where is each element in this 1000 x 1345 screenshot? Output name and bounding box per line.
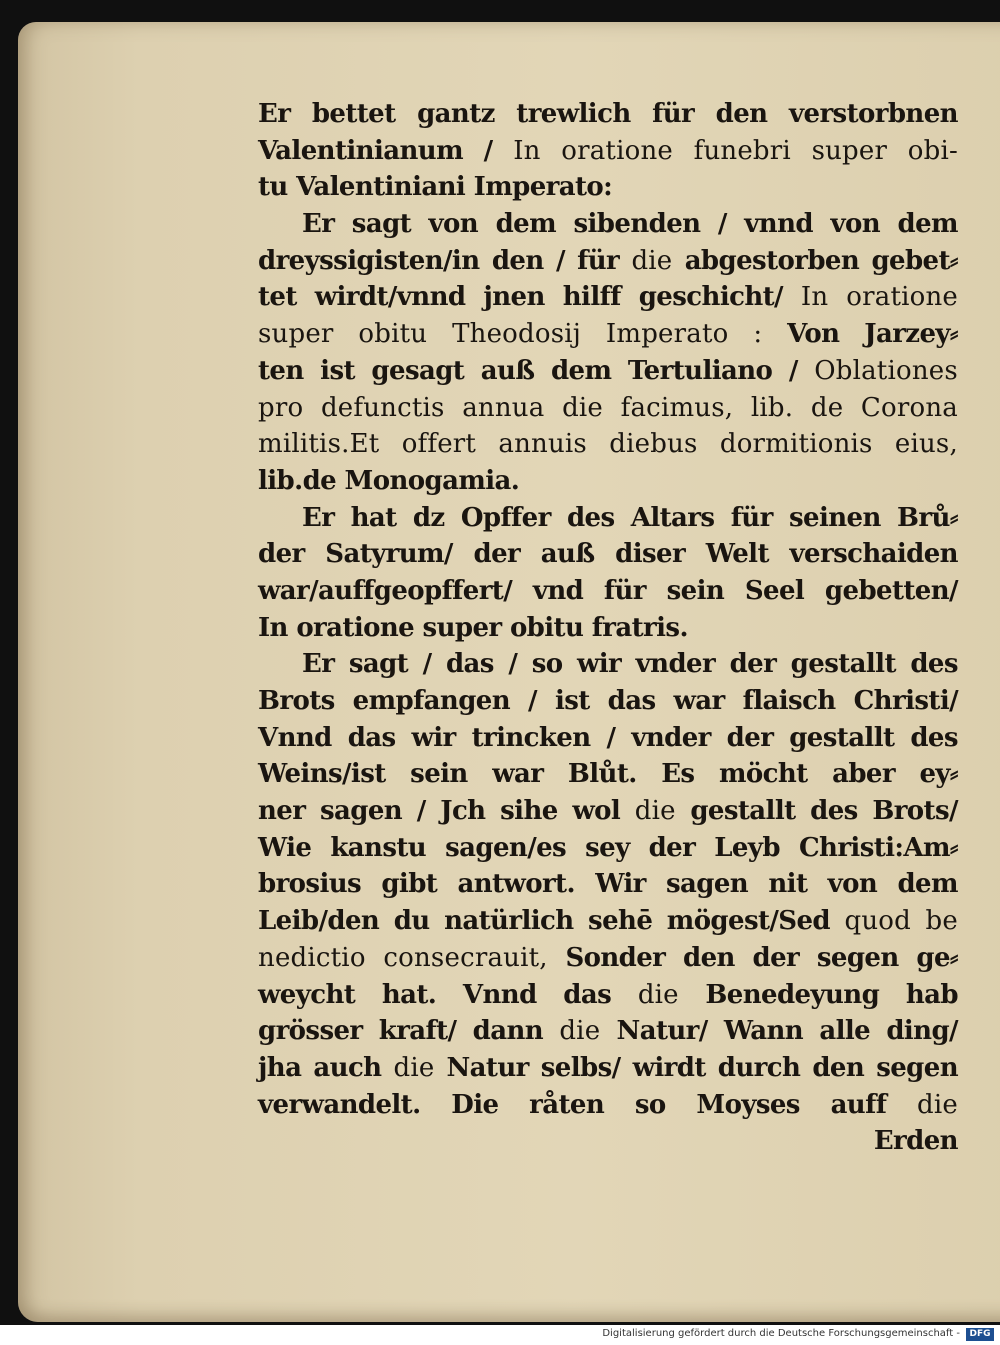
text-line: Brots empfangen / ist das war flaisch Christi/ xyxy=(258,686,958,716)
text-line: dreyssigisten/in den / für die abgestorben gebet⸗ xyxy=(258,245,958,276)
text-line: Er hat dz Opffer des Altars für seinen Brů⸗ xyxy=(302,502,958,533)
text-line: ten ist gesagt auß dem Tertuliano / Oblationes xyxy=(258,355,958,386)
text-line: grösser kraft/ dann die Natur/ Wann alle ding/ xyxy=(258,1016,958,1047)
text-line: der Satyrum/ der auß diser Welt verschaiden xyxy=(258,539,958,570)
text-line: tet wirdt/vnnd jnen hilff geschicht/ In oratione xyxy=(258,282,958,313)
text-line: Weins/ist sein war Blůt. Es möcht aber ey⸗ xyxy=(258,759,958,790)
text-line: brosius gibt antwort. Wir sagen nit von dem xyxy=(258,869,958,900)
text-line: Valentinianum / In oratione funebri super obi- xyxy=(258,135,958,166)
text-line: pro defunctis annua die facimus, lib. de Corona xyxy=(258,392,958,423)
text-line: Wie kanstu sagen/es sey der Leyb Christi:Am⸗ xyxy=(258,832,958,863)
text-line: jha auch die Natur selbs/ wirdt durch den segen xyxy=(258,1052,958,1083)
text-line: lib.de Monogamia. xyxy=(258,465,520,496)
dfg-logo: DFG xyxy=(966,1328,994,1341)
text-line: verwandelt. Die råten so Moyses auff die xyxy=(258,1089,958,1120)
text-line: tu Valentiniani Imperato: xyxy=(258,172,613,203)
text-line: Erden xyxy=(873,1126,958,1157)
text-line: Leib/den du natürlich sehē mögest/Sed quod be xyxy=(258,906,958,937)
page-text xyxy=(258,96,958,1160)
text-line: nedictio consecrauit, Sonder den der segen ge⸗ xyxy=(258,942,958,973)
text-line: war/auffgeopffert/ vnd für sein Seel gebetten/ xyxy=(258,575,958,606)
text-line: Er sagt / das / so wir vnder der gestallt des xyxy=(302,649,958,680)
footer-credit: Digitalisierung gefördert durch die Deutsche Forschungsgemeinschaft - xyxy=(602,1328,960,1339)
text-line: Er bettet gantz trewlich für den verstorbnen xyxy=(258,99,958,129)
footer-bar xyxy=(0,1325,1000,1345)
text-line: Vnnd das wir trincken / vnder der gestallt des xyxy=(258,722,958,753)
text-line: super obitu Theodosij Imperato : Von Jarzey⸗ xyxy=(258,319,958,350)
text-line: In oratione super obitu fratris. xyxy=(258,612,688,643)
text-line: weycht hat. Vnnd das die Benedeyung hab xyxy=(258,979,958,1010)
text-line: ner sagen / Jch sihe wol die gestallt des Brots/ xyxy=(258,796,958,827)
text-line: Er sagt von dem sibenden / vnnd von dem xyxy=(302,209,958,240)
text-line: militis.Et offert annuis diebus dormitionis eius, xyxy=(258,429,958,460)
